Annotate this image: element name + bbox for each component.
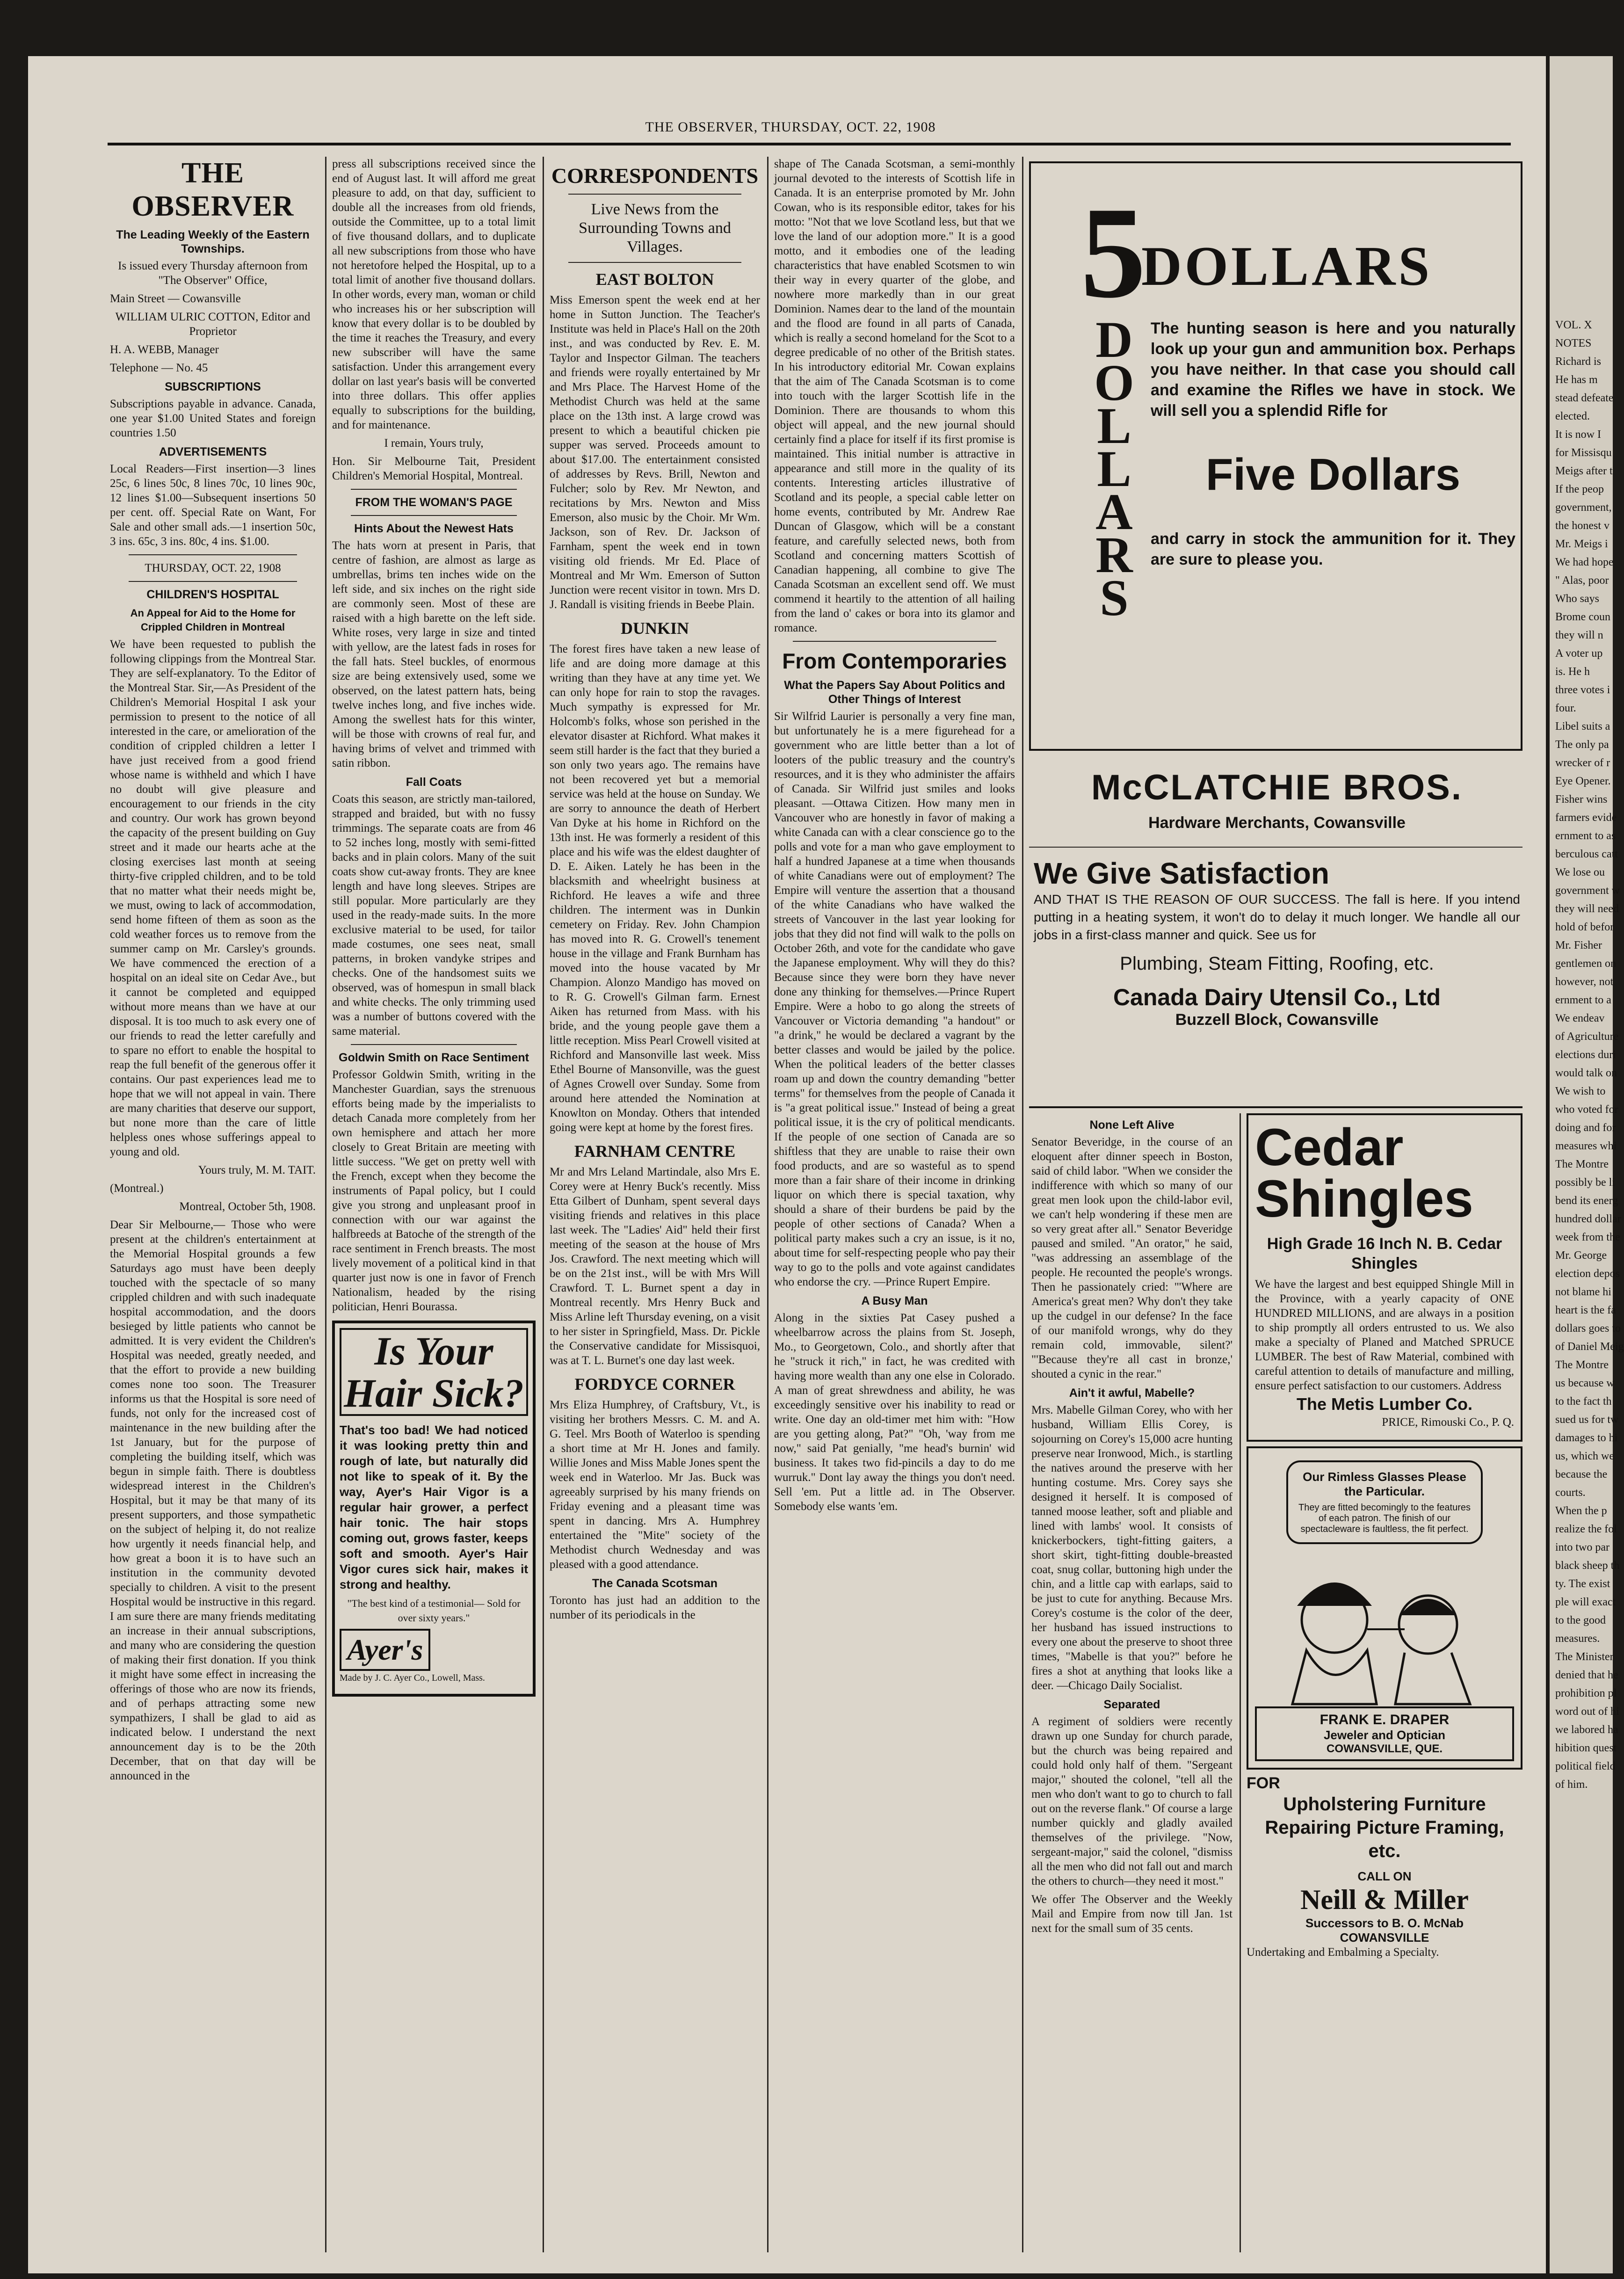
article-body: The hats worn at present in Paris, that centre of fashion, are almost as large as umbrellas, brims ten inches wide on the left side, and six inches on the right side are commonly seen. Most of these are raised with a high barette on the left side. White roses, very large in size and tinted with yellow, are the latest fads in roses for the fall hats. Steel buckles, of enormous size are being extensively used, some we observed, on the latest pattern hats, being twelve inches long, and five inches wide. Among the swellest hats for this winter, will be those with crowns of real fur, and having brims of velvet and trimmed with satin ribbon. — [332, 539, 536, 769]
metis-lumber-ad — [1247, 1113, 1522, 1442]
facing-page-line: If the peop — [1555, 483, 1604, 495]
facing-page-line: elections duri — [1555, 1049, 1616, 1061]
facing-page-line: Brome coun — [1555, 611, 1610, 623]
ad-maker: Made by J. C. Ayer Co., Lowell, Mass. — [340, 1673, 485, 1683]
article-heading: The Canada Scotsman — [592, 1577, 718, 1590]
facing-page-line: possibly be li — [1555, 1176, 1616, 1189]
subscriptions-heading: SUBSCRIPTIONS — [165, 380, 261, 393]
ad-glasses-panel — [1286, 1460, 1483, 1544]
ayers-hair-vigor-ad — [332, 1321, 536, 1697]
signature: Yours truly, M. M. TAIT. — [198, 1164, 316, 1176]
ad-company: Canada Dairy Utensil Co., Ltd — [1113, 984, 1441, 1010]
facing-page-line: word out of hi — [1555, 1706, 1619, 1718]
facing-page-line: not blame hi — [1555, 1286, 1611, 1298]
ad-services: Plumbing, Steam Fitting, Roofing, etc. — [1120, 953, 1434, 974]
divider — [351, 1044, 517, 1045]
paper-title: THE OBSERVER — [131, 157, 294, 222]
ad-price: Five Dollars — [1205, 450, 1461, 500]
facing-page-line: It is now I — [1555, 428, 1601, 441]
facing-page-line: Richard is — [1555, 356, 1601, 368]
facing-page-line: ernment to as — [1555, 830, 1616, 842]
ad-lead: FOR — [1247, 1774, 1280, 1792]
subscription-offer: We offer The Observer and the Weekly Mail and Empire from now till Jan. 1st next for the small sum of 35 cents. — [1031, 1893, 1232, 1935]
ad-dollars-heading: DOLLARS — [1141, 235, 1433, 297]
article-heading: Goldwin Smith on Race Sentiment — [339, 1051, 529, 1064]
facing-page-line: is. He h — [1555, 666, 1590, 678]
facing-page-line: measures whi — [1555, 1140, 1617, 1152]
facing-page-line: He has m — [1555, 374, 1598, 386]
ad-subheadline: High Grade 16 Inch N. B. Cedar Shingles — [1267, 1235, 1502, 1272]
article-heading: CHILDREN'S HOSPITAL — [146, 588, 279, 601]
facing-page-line: stead defeate — [1555, 392, 1614, 404]
article-heading: Fall Coats — [406, 776, 462, 789]
subscriptions-text: Subscriptions payable in advance. Canada, one year $1.00 United States and foreign countries 1.50 — [110, 398, 316, 439]
column-5 — [1031, 1113, 1232, 2255]
article-body: Miss Emerson spent the week end at her home in Sutton Junction. The Teacher's Institute was held in Place's Hall on the 20th inst., and was conducted by Rev. E. M. Taylor and Inspector Gilman. The teachers and friends were royally entertained by Mr and Mrs Place. The Harvest Home of the Methodist Church was held at the same place on the 13th inst. A large crowd was present to which a beautiful chicken pie supper was served. Proceeds amount to about $17.00. The entertainment consisted of addresses by Revs. Brill, Newton and Fulcher; solo by Rev. Mr Newton, and recitations by Mrs. Newton and Miss Emerson, also music by the Choir. Mr Wm. Jackson, son of Rev. Dr. Jackson of Farnham, spent the week end in town visiting old friends. Mr Ed. Place of Montreal and Mr Wm. Emerson of Sutton Junction were recent visitor in town. Mrs D. J. Randall is visiting friends in Beebe Plain. — [550, 294, 760, 611]
divider — [1029, 1106, 1522, 1108]
ad-subtitle: Successors to B. O. McNab — [1305, 1916, 1464, 1930]
article-subheading: An Appeal for Aid to the Home for Crippled Children in Montreal — [130, 607, 296, 633]
facing-page-line: government, — [1555, 501, 1612, 514]
section-heading: From Contemporaries — [782, 649, 1007, 673]
facing-page-line: Libel suits a — [1555, 720, 1610, 733]
facing-page-line: wrecker of r — [1555, 757, 1610, 769]
section-heading: FROM THE WOMAN'S PAGE — [355, 496, 513, 509]
facing-page-line: farmers evide — [1555, 812, 1617, 824]
neill-miller-ad — [1247, 1774, 1522, 1960]
facing-page-line: dollars goes to — [1555, 1322, 1621, 1335]
ad-store-name: McCLATCHIE BROS. — [1091, 768, 1463, 807]
ad-headline: We Give Satisfaction — [1034, 856, 1329, 890]
ad-body: and carry in stock the ammunition for it. They are sure to please you. — [1151, 530, 1515, 568]
article-body: Mrs Eliza Humphrey, of Craftsbury, Vt., is visiting her brothers Messrs. C. M. and A. G. Teel. Mrs Booth of Waterloo is spending a short time at Mr H. Jones and family. Willie Jones and Miss Mable Jones spent the week end in Waterloo. Mr Jas. Buck was agreeably surprised by his many friends on Friday evening and a pleasant time was spent in dancing. Mrs A. Humphrey entertained the "Mite" society of the Methodist church Wednesday and was pleased with a good attendance. — [550, 1399, 760, 1571]
ad-company: Neill & Miller — [1300, 1884, 1469, 1915]
ad-body: The hunting season is here and you naturally look up your gun and ammunition box. Perhaps you have neither. In that case you should call and examine the Rifles we have in stock. We will sell you a splendid Rifle for — [1151, 319, 1515, 420]
ad-company: The Metis Lumber Co. — [1296, 1394, 1473, 1414]
facing-page-line: A voter up — [1555, 647, 1603, 660]
article-heading: A Busy Man — [861, 1294, 928, 1307]
manager-line: H. A. WEBB, Manager — [110, 343, 219, 356]
column-2 — [332, 157, 536, 2252]
facing-page-line: Mr. Fisher — [1555, 939, 1602, 951]
facing-page-line: black sheep th — [1555, 1560, 1620, 1572]
article-heading: None Left Alive — [1089, 1118, 1174, 1132]
article-body: Senator Beveridge, in the course of an eloquent after dinner speech in Boston, said of child labor. "When we consider the indifference with which so many of our great men look upon the child-labor evil, we can't help wondering if these men are so very great after all." Senator Beveridge paused and smiled. "An orator," he said, "was addressing an assemblage of the people. He recounted the people's wrongs. Then he passionately cried: "'Where are America's great men? Why don't they take up the cudgel in our defense? In the face of our manifold wrongs, why do they remain cold, immovable, silent?' "'Because they're all cast in bronze,' shouted a cynic in the rear." — [1031, 1136, 1232, 1380]
column-3 — [550, 157, 760, 2252]
facing-page-line: The Montre — [1555, 1158, 1609, 1170]
facing-page-line: of Daniel Meig — [1555, 1341, 1624, 1353]
article-body: Toronto has just had an addition to the number of its periodicals in the — [550, 1594, 760, 1621]
article-heading: Ain't it awful, Mabelle? — [1069, 1386, 1195, 1400]
ad-tagline: "The best kind of a testimonial— Sold for over sixty years." — [347, 1597, 521, 1624]
facing-page-line: prohibition pl — [1555, 1687, 1617, 1699]
advertisements-heading: ADVERTISEMENTS — [159, 445, 267, 458]
facing-page-line: into two par — [1555, 1541, 1610, 1553]
article-body: The forest fires have taken a new lease of life and are doing more damage at this writing than they have at any time yet. We can only hope for rain to stop the ravages. Much sympathy is expressed for Mr. Holcomb's folks, whose son perished in the elevator disaster at Richford. What makes it seem still harder is the fact that they buried a son only two years ago. The remains have not been recovered yet but a memorial service was held at the house on Sunday. We are sorry to announce the death of Herbert Van Dyke at his home in Richford on the 13th inst. He was formerly a resident of this place and his wife was the eldest daughter of D. E. Aiken. Lately he has been in the blacksmith and wheelright business at Richford. He leaves a wife and three children. The interment was in Dunkin cemetery on Friday. Rev. John Champion has moved into R. G. Crowell's tenement house in the village and Frank Burnham has moved into the house vacated by Mr Champion. Alonzo Mandigo has moved on to R. G. Crowell's Gilman farm. Ernest Aiken has returned from Mass. with his bride, and the young people gave them a little reception. Miss Pearl Crowell visited at Richford and Mansonville last week. Miss Ethel Bourne of Mansonville, was the guest of Agnes Crowell over Sunday. Some from around here attended the Nomination at Knowlton on Monday. Others that intended going were kept at home by the forest fires. — [550, 643, 760, 1134]
divider — [793, 641, 996, 642]
facing-page-line: doing and for — [1555, 1122, 1616, 1134]
facing-page-line: gentlemen on — [1555, 958, 1616, 970]
facing-page-line: hibition quest — [1555, 1742, 1617, 1754]
facing-page-line: We endeav — [1555, 1012, 1605, 1024]
facing-page-line: Meigs after t — [1555, 465, 1613, 477]
facing-page-line: of Agriculture — [1555, 1031, 1619, 1043]
advertisements-text: Local Readers—First insertion—3 lines 25c, 6 lines 50c, 8 lines 70c, 10 lines 90c, 12 lines $1.00—Subsequent insertions 50 per cent. off. Special Rate on Want, For Sale and other small ads.—1 insertion 50c, 3 ins. 65c, 3 ins. 80c, 4 ins. $1.00. — [110, 463, 316, 548]
facing-page-line: " Alas, poor — [1555, 574, 1609, 587]
article-heading: DUNKIN — [620, 619, 689, 638]
column-1 — [110, 157, 316, 2252]
article-body: Mrs. Mabelle Gilman Corey, who with her husband, William Ellis Corey, is sojourning on Corey's 15,000 acre hunting preserve near Ironwood, Mich., is startling the natives around the preserve with her hunting costume. Mrs. Corey says she designed it herself. It is composed of tanned moose leather, soft and pliable and lined with lambs' wool. It consists of knickerbockers, tight-fitting gaiters, a short skirt, tight-fitting double-breasted coat, snug collar, buttoning high under the chin, and a little cap with earlaps, said to be just to cute for anything. Because Mrs. Corey's costume is the color of the deer, her husband has issued instructions to every one about the preserve to shoot three times, "Mabelle is that you?" before he fires a shot at anything that looks like a deer. —Chicago Daily Socialist. — [1031, 1404, 1232, 1692]
article-body: Along in the sixties Pat Casey pushed a wheelbarrow across the plains from St. Joseph, Mo., to Georgetown, Colo., and shortly after that he "struck it rich," in fact, he was credited with having more wealth than any one else in Colorado. A man of great shrewdness and ability, he was exceedingly sensitive over his inability to read or write. One day an old-timer met him with: "How are you getting along, Pat?" "Oh, 'way from me now," said Pat genially, "me head's burnin' wid business. It takes two fid-pincils a day to do me wurruk." Dont lay away the things you don't need. Sell 'em. Put a little ad. in The Observer. Somebody else wants 'em. — [774, 1312, 1015, 1513]
article-heading: FARNHAM CENTRE — [574, 1142, 736, 1161]
header-rule — [108, 143, 1511, 145]
divider — [568, 194, 741, 195]
article-body: Coats this season, are strictly man-tailored, strapped and braided, but with no fussy trimmings. The separate coats are from 46 to 52 inches long, mostly with semi-fitted backs and in plain colors. Many of the suit coats show cut-away fronts. They are knee length and have long sleeves. Stripes are still popular. More particularly are they used in the ready-made suits. In the more exclusive material to be used, for tailor made costumes, one sees neat, small patterns, in broken vandyke stripes and checks. One of the handsomest suits we observed, was of homespun in small black and white checks. The only trimming used was a number of buttons covered with the same material. — [332, 793, 536, 1038]
facing-page-line: VOL. X — [1555, 319, 1592, 331]
ad-brand: Ayer's — [340, 1629, 430, 1671]
column-4 — [774, 157, 1015, 2252]
article-heading: Separated — [1103, 1698, 1160, 1711]
article-body: Sir Wilfrid Laurier is personally a very fine man, but unfortunately he is a mere figurehead for a government who are little better than a lot of looters of the public treasury and the country's resources, and it is they who administer the affairs of Canada. Sir Wilfrid just smiles and looks pleasant. —Ottawa Citizen. How many men in Vancouver who are honestly in favor of making a white Canada can with a clear conscience go to the polls and vote for a man who gave employment to half a hundred Japanese at a time when thousands of white Canadians were out of employment? The Empire will venture the assertion that a thousand of the white Canadians who have walked the streets of Vancouver in the last year looking for jobs that they did not find will walk to the polls on October 26th, and vote for the candidate who gave the Japanese employment. Why will they do this? Because since they were born they have never done any thinking for themselves.—Prince Rupert Empire. Were a hobo to go along the streets of Vancouver or Victoria demanding "a handout" or "a drink," he would be declared a vagrant by the better classes and would be jailed by the police. When the political leaders of the better classes roam up and down the country demanding "better terms" for themselves from the people of Canada it is "a great political issue." Instead of being a great political issue, it is the cry of political mendicants. If the people of one section of Canada are so shiftless that they are unable to raise their own food products, and are so wasteful as to spend more than a fair share of their income in drinking liquor on which there is special taxation, why should a share of their burdens be paid by the people of other sections of Canada? When a political party makes such a cry an issue, is it no, about time for self-respecting people who pay their way to go to the polls and vote against candidates who endorse the cry. —Prince Rupert Empire. — [774, 710, 1015, 1288]
section-subheading: Live News from the Surrounding Towns and Villages. — [579, 201, 731, 255]
facing-page-line: The Minister — [1555, 1651, 1614, 1663]
ad-big-five: 5 — [1080, 180, 1146, 325]
facing-page-line: ernment to a — [1555, 994, 1611, 1006]
divider — [1029, 847, 1522, 848]
article-body: A regiment of soldiers were recently drawn up one Sunday for church parade, but the church was being repaired and could hold only half of them. "Sergeant major," shouted the colonel, "tell all the men who don't want to go to church to fall out on the reverse flank." Of course a large number quickly and gladly availed themselves of the privilege. "Now, sergeant-major," said the colonel, "dismiss all the men who did not fall out and march the others to church—they need it most." — [1031, 1715, 1232, 1887]
source-note: (Montreal.) — [110, 1182, 164, 1195]
ad-headline: Cedar Shingles — [1255, 1118, 1473, 1228]
article-heading: EAST BOLTON — [595, 270, 714, 289]
facing-page-line: When the p — [1555, 1505, 1607, 1517]
ad-address: Buzzell Block, Cowansville — [1175, 1011, 1379, 1029]
article-body: We have been requested to publish the following clippings from the Montreal Star. They are self-explanatory. To the Editor of the Montreal Star. Sir,—As President of the Children's Memorial Hospital I ask your permission to present to the notice of all interested in the care, or amelioration of the condition of crippled children a letter I have just received from a good friend whose name is withheld and which I have no doubt will give pleasure and encouragement to our friends in the city and country. Our work has grown beyond the capacity of the present building on Guy street and it made our hearts ache at the closing exercises last month at seeing thirty-five crippled children, and to be told that no matter what their needs might be, we must, owing to lack of accommodation, send home fifteen of them as soon as the cold weather forces us to remove from the summer camp on Mr. Carsley's grounds. We have commenced the erection of a hospital on an ideal site on Cedar Ave., but it cannot be completed and equipped without more means than we have at our disposal. It is too much to ask every one of our friends to read the letter carefully and to spare no effort to enable the hospital to reap the full benefit of the generous offer it contains. Our past experiences lead me to hope that we will not appeal in vain. There are many charities that deserve our support, but none more than the care of little helpless ones whose sufferings appeal to young and old. — [110, 638, 316, 1158]
facing-page-line: realize the fol — [1555, 1523, 1617, 1535]
facing-page-line: would talk on — [1555, 1067, 1617, 1079]
facing-page-line: election depos — [1555, 1268, 1620, 1280]
facing-page-line: political field — [1555, 1760, 1616, 1772]
facing-page-line: The only pa — [1555, 739, 1609, 751]
facing-page-line: to the fact th — [1555, 1395, 1612, 1408]
facing-page-line: elected. — [1555, 410, 1590, 422]
article-body: Professor Goldwin Smith, writing in the Manchester Guardian, says the strenuous efforts being made by the imperialists to detach Canada more completely from her own hemisphere and attach her more closely to Great Britain are meeting with little success. "We get on pretty well with the French, except when they become the instruments of Papal policy, but I could give you strong and unpleasant proof in connection with our war against the halfbreeds at Batoche of the strength of the race sentiment in French breasts. The most lively movement of a political kind in that quarter just now is one in favor of French Nationalism, headed by the rising politician, Henri Bourassa. — [332, 1068, 536, 1313]
ad-headline: Our Rimless Glasses Please the Particular. — [1303, 1470, 1466, 1498]
draper-glasses-ad — [1247, 1446, 1522, 1770]
ad-headline: Is Your Hair Sick? — [340, 1328, 528, 1416]
facing-page-line: heart is the fa — [1555, 1304, 1616, 1316]
facing-page-line: the honest v — [1555, 520, 1610, 532]
divider — [568, 262, 741, 263]
facing-page-line: Eye Opener. — [1555, 775, 1611, 787]
section-subheading: What the Papers Say About Politics and Other Things of Interest — [784, 679, 1005, 706]
facing-page-line: for Missisqu — [1555, 447, 1612, 459]
facing-page-line: Mr. Meigs i — [1555, 538, 1608, 550]
facing-page-line: berculous catt — [1555, 848, 1618, 860]
facing-page-line: Mr. George — [1555, 1249, 1607, 1262]
signature: I remain, Yours truly, — [384, 437, 484, 450]
facing-page-line: four. — [1555, 702, 1576, 714]
page-header: THE OBSERVER, THURSDAY, OCT. 22, 1908 — [645, 119, 936, 135]
facing-page-line: to the good — [1555, 1614, 1606, 1626]
facing-page-line: We had hope — [1555, 556, 1614, 568]
facing-page-line: We lose ou — [1555, 866, 1605, 878]
ad-company: FRANK E. DRAPER — [1320, 1712, 1450, 1727]
ad-dollars-vertical: D O L L A R S — [1094, 311, 1134, 626]
facing-page-line: The Montre — [1555, 1359, 1609, 1371]
facing-page-line: three votes i — [1555, 684, 1610, 696]
ad-address: COWANSVILLE — [1340, 1931, 1429, 1945]
ad-address: PRICE, Rimouski Co., P. Q. — [1382, 1416, 1514, 1429]
divider — [129, 581, 297, 582]
column-divider — [325, 157, 326, 2252]
facing-page-line: courts. — [1555, 1487, 1586, 1499]
facing-page-line: week from the — [1555, 1231, 1620, 1243]
facing-page-line: denied that he — [1555, 1669, 1618, 1681]
facing-page-fragment — [1546, 56, 1624, 2273]
canada-dairy-ad — [1034, 856, 1520, 1029]
facing-page-line: We wish to — [1555, 1085, 1606, 1097]
article-body: Mr and Mrs Leland Martindale, also Mrs E. Corey were at Henry Buck's recently. Miss Etta Gilbert of Dunham, spent several days visiting friends and relatives in this place last week. The "Ladies' Aid" held their first meeting of the season at the house of Mrs Jos. Crawford. The next meeting which will be on the 21st inst., will be with Mrs Will Crawford. T. L. Burnet spent a day in Montreal recently. Mrs Henry Buck and Miss Arline left Thursday evening, on a visit to her sister in Springfield, Mass. Dr. Pickle the Conservative candidate for Missisquoi, was at T. L. Burnet's one day last week. — [550, 1166, 760, 1367]
issued-line: Is issued every Thursday afternoon from "The Observer" Office, — [118, 260, 308, 287]
ad-store-subtitle: Hardware Merchants, Cowansville — [1148, 814, 1406, 832]
ad-body: They are fitted becomingly to the features of each patron. The finish of our spectacleware is faultless, the fit perfect. — [1298, 1502, 1471, 1534]
facing-page-line: ple will exact — [1555, 1596, 1616, 1608]
facing-page-line: of him. — [1555, 1778, 1588, 1791]
office-address: Main Street — Cowansville — [110, 292, 241, 305]
ad-body-block — [1151, 318, 1515, 573]
article-body: Dear Sir Melbourne,— Those who were present at the children's entertainment at the Memorial Hospital grounds a few Saturdays ago must have been deeply touched with the spectacle of so many crippled children and with such inadequate hospital accommodation, and the doors besieged by little patients who cannot be admitted. It is very evident the Children's Hospital was needed, greatly needed, and that the effort to provide a new building comes none too soon. The Treasurer informs us that the Hospital is sore need of funds, not only for the increased cost of maintenance in the new building after the 1st January, but for the purpose of completing the building itself, which was begun in simple faith. There is doubtless widespread interest in the Children's Hospital, but it may be that many of its present supporters, and those sympathetic on the subject of helping it, do not realize how urgently it needs financial help, and how great a boon it is to have such an institution in the community devoted specially to children. A visit to the present Hospital would be instructive in this regard. I am sure there are many friends meditating an increase in their annual subscriptions, and many who are considering the question of making their first donation. If you think it might have some effect in increasing the offerings of those who are now its friends, and of perhaps attracting some new sympathizers, I shall be glad to aid as indicated below. I understand the next announcement day is to be the 20th December, that on that day will be announced in the — [110, 1219, 316, 1782]
portrait-illustration — [1255, 1550, 1498, 1704]
editor-line: WILLIAM ULRIC COTTON, Editor and Proprietor — [115, 311, 311, 338]
facing-page-line: damages to hi — [1555, 1432, 1618, 1444]
facing-page-line: we labored ha — [1555, 1724, 1618, 1736]
ad-subtitle: Jeweler and Optician — [1323, 1728, 1446, 1742]
facing-page-line: sued us for tw — [1555, 1414, 1619, 1426]
column-divider — [543, 157, 544, 2252]
facing-page-line: however, not — [1555, 976, 1614, 988]
facing-page-line: Fisher wins — [1555, 793, 1608, 806]
section-heading: CORRESPONDENTS — [551, 164, 759, 188]
article-body: shape of The Canada Scotsman, a semi-monthly journal devoted to the interests of Scottish life in Canada. It is an enterprise promoted by Mr. John Cowan, who is its responsible editor, takes for his motto: "Not that we love Scotland less, but that we love the land of our adoption more." It is a good motto, and it embodies one of the leading characteristics that have enabled Scotsmen to win their way in every quarter of the globe, and nowhere more markedly than in our great Dominion. Names dear to the land of the mountain and the flood are found in all parts of Canada, which is really a second homeland for the Scot to a degree predicable of no other of the British states. In his introductory editorial Mr. Cowan explains that the aim of The Canada Scotsman is to come into touch with the larger Scottish life in the Dominion. There are thousands to whom this object will appeal, and the new journal should certainly find a place for itself if its first promise is maintained. This initial number is attractive in appearance and still more in the quality of its contents. Interesting articles illustrative of Scotland and its people, a special cable letter on home events, contributed by Mr. Andrew Rae Duncan of Glasgow, which will be a constant feature, and carefully selected news, both from Scotland and concerning matters Scottish of Canadian happening, all combine to give The Canada Scotsman an excellent send off. We must commend it heartily to the attention of all hailing from the land o' cakes or bora into its glamor and romance. — [774, 158, 1015, 634]
ad-body: AND THAT IS THE REASON OF OUR SUCCESS. The fall is here. If you intend putting in a heating system, it won't do to delay it much longer. We handle all our jobs in a first-class manner and quick. See us for — [1034, 892, 1520, 942]
facing-page-text — [1550, 56, 1624, 1792]
facing-page-line: measures. — [1555, 1633, 1600, 1645]
facing-page-line: because the — [1555, 1468, 1608, 1481]
facing-page-line: they will n — [1555, 629, 1603, 641]
facing-page-line: who voted for — [1555, 1103, 1618, 1116]
article-body: press all subscriptions received since the end of August last. It will afford me great pleasure to add, on that day, sufficient to double all the increases from old friends, outside the Committee, up to a total limit of five thousand dollars, and to duplicate all new subscriptions from those who have not heretofore helped the Hospital, up to a total limit of another five thousand dollars. In other words, every man, woman or child who increases his or her subscription will know that every dollar is to be doubled by the time it reaches the Treasury, and every new subscriber will have the same satisfaction. Under this arrangement every dollar on last year's basis will be converted into three dollars. This offer applies equally to subscriptions for the building, and for maintenance. — [332, 158, 536, 431]
ad-services: Upholstering Furniture Repairing Picture Framing, etc. — [1265, 1794, 1504, 1861]
column-6 — [1247, 1113, 1522, 2255]
facing-page-line: bend its energ — [1555, 1195, 1618, 1207]
ad-signboard — [1255, 1706, 1514, 1761]
facing-page-line: NOTES — [1555, 337, 1592, 349]
ad-address: COWANSVILLE, QUE. — [1326, 1742, 1443, 1755]
telephone-line: Telephone — No. 45 — [110, 362, 208, 374]
column-divider — [767, 157, 768, 2252]
recipient-address: Hon. Sir Melbourne Tait, President Children's Memorial Hospital, Montreal. — [332, 455, 536, 482]
facing-page-line: us, which we — [1555, 1450, 1614, 1462]
facing-page-line: hold of befor — [1555, 921, 1614, 933]
issue-date: THURSDAY, OCT. 22, 1908 — [145, 562, 281, 574]
facing-page-line: ty. The exist — [1555, 1578, 1610, 1590]
column-divider — [1240, 1113, 1241, 2252]
ad-footer: Undertaking and Embalming a Specialty. — [1247, 1946, 1439, 1959]
column-divider — [1022, 157, 1023, 2252]
newspaper-page — [28, 56, 1624, 2273]
article-heading: Hints About the Newest Hats — [354, 522, 514, 535]
letter-date: Montreal, October 5th, 1908. — [179, 1200, 316, 1213]
facing-page-line: us because w — [1555, 1377, 1615, 1389]
divider — [351, 489, 517, 490]
divider — [129, 554, 297, 555]
facing-page-line: Who says — [1555, 593, 1599, 605]
facing-page-line: they will need — [1555, 903, 1619, 915]
divider — [351, 515, 517, 516]
facing-page-line: hundred dollar — [1555, 1213, 1621, 1225]
paper-subtitle: The Leading Weekly of the Eastern Townships. — [116, 228, 310, 255]
ad-body: That's too bad! We had noticed it was looking pretty thin and rough of late, but naturally did not like to speak of it. By the way, Ayer's Hair Vigor is a regular hair grower, a perfect hair tonic. The hair stops coming out, grows faster, keeps soft and smooth. Ayer's Hair Vigor cures sick hair, makes it strong and healthy. — [340, 1423, 528, 1591]
article-heading: FORDYCE CORNER — [574, 1375, 735, 1394]
ad-call: CALL ON — [1357, 1869, 1412, 1883]
ad-body: We have the largest and best equipped Shingle Mill in the Province, with a yearly capacity of ONE HUNDRED MILLIONS, and are always in a position to ship promptly all orders entrusted to us. We also make a specialty of Planed and Matched SPRUCE LUMBER. The best of Raw Material, combined with careful attention to details of manufacture and milling, ensure perfect satisfaction to our customers. Address — [1255, 1278, 1514, 1392]
facing-page-line: government w — [1555, 885, 1620, 897]
